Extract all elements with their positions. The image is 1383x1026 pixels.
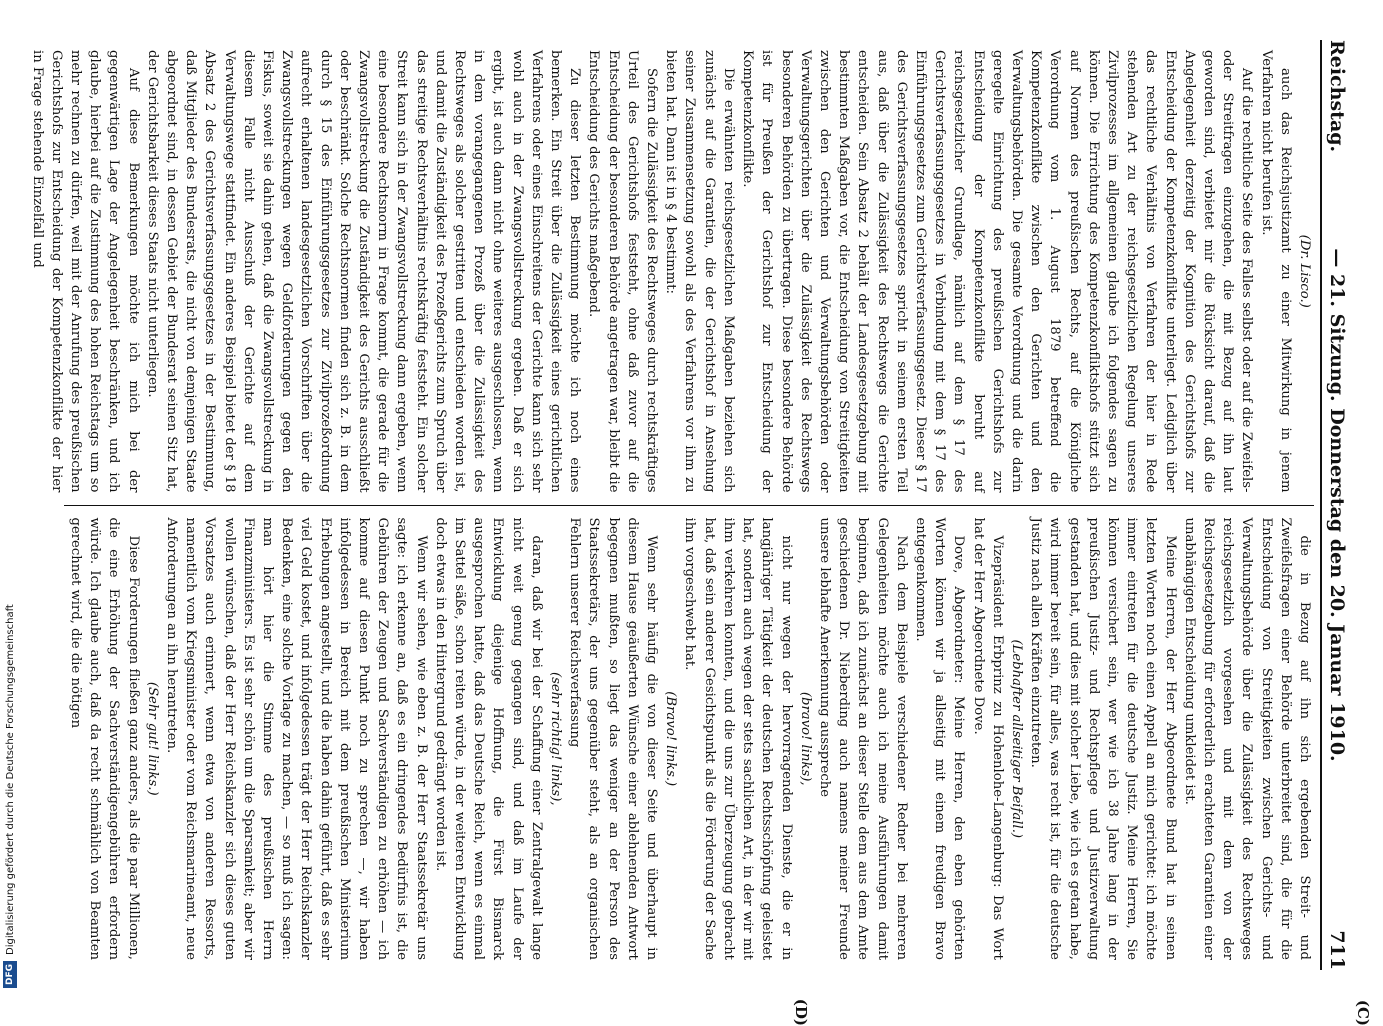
paragraph: Auf diese Bemerkungen möchte ich mich bei der gegenwärtigen Lage der Angelegenheit beschränken, und ich glaube, hierbei auf die Zustimmung des hohen Reichstags um so mehr rechnen zu dürfen, weil mit der Anrufung des preußischen Gerichtshofs zur Entscheidung der Kompetenzkonflikte der hier in Frage stehende Einzelfall und bbox=[29, 50, 141, 493]
paragraph: Die erwähnten reichsgesetzlichen Maßgaben beziehen sich zunächst auf die Garantien, die der Gerichtshof in Ansehung seiner Zusammensetzung sowohl als des Verfahrens vor ihm zu bieten hat. Dann ist in § 4 bestimmt: bbox=[663, 50, 736, 493]
paragraph: Wenn sehr häufig die von dieser Seite und überhaupt in diesem Hause geäußerten Wünsche einer ablehnenden Antwort begegnen mußten, so liegt das weniger an der Person des Staatssekretärs, der uns gegenüber steht, als an organischen Fehlern unserer Reichsverfassung bbox=[567, 517, 660, 960]
paragraph: die in Bezug auf ihn sich ergebenden Streit- und Zweifelsfragen einer Behörde unterbreitet sind, die für die Entscheidung von Streitigkeiten zwischen Gerichts- und Verwaltungsbehörde über die Zulässigkeit des Rechtsweges reichsgesetzlich vorgesehen und mit dem von der Reichsgesetzgebung für erforderlich erachteten Garantien einer unabhängigen Entscheidung umkleidet ist. bbox=[1181, 517, 1312, 960]
paragraph: Nach dem Beispiele verschiedener Redner bei mehreren Gelegenheiten möchte auch ich meine Ausführungen damit beginnen, daß ich zunächst an dieser Stelle dem aus dem Amte geschiedenen Dr. Nieberding auch namens meiner Freunde unsere lebhafte Anerkennung ausspreche bbox=[816, 517, 909, 960]
paragraph: daran, daß wir bei der Schaffung einer Zentralgewalt lange nicht weit genug gegangen sind, und daß im Laufe der Entwicklung diejenige Hoffnung, die Fürst Bismarck ausgesprochen hatte, daß das Deutsche Reich, wenn es einmal im Sattel säße, schon reiten würde, in der weiteren Entwicklung doch etwas in den Hintergrund gedrängt worden ist. bbox=[432, 517, 544, 960]
paragraph: (bravo! links), bbox=[797, 691, 813, 786]
paragraph: Zu dieser letzten Bestimmung möchte ich noch eines bemerken. Ein Streit über die Zulässigkeit eines gerichtlichen Verfahrens oder eines Einschreitens der Gerichte kann sich sehr wohl auch in der Zwangsvollstreckung ergeben. Daß er sich ergibt, ist auch dann nicht ohne weiteres ausgeschlossen, wenn in dem vorangegangenen Prozeß über die Zulässigkeit des Rechtsweges als solcher gestritten und entschieden worden ist, und damit die Zuständigkeit des Prozeßgerichts zum Spruch über das streitige Rechtsverhältnis rechtskräftig feststeht. Ein solcher Streit kann sich in der Zwangsvollstreckung dann ergeben, wenn eine besondere Rechtsnorm in Frage kommt, die gerade für die Zwangsvollstreckung die Zuständigkeit des Gerichts ausschließt oder beschränkt. Solche Rechtsnormen finden sich z. B. in dem durch § 15 des Einführungsgesetzes zur Zivilprozeßordnung aufrecht erhaltenen landesgesetzlichen Vorschriften über die Zwangsvollstreckungen wegen Geldforderungen gegen den Fiskus, soweit sie dahin gehen, daß die Zwangsvollstreckung in diesem Falle nicht Ausschuß der Gerichte auf dem Verwaltungswege stattfindet. Ein anderes Beispiel bietet der § 18 Absatz 2 des Gerichtsverfassungsgesetzes in der Bestimmung, daß Mitglieder des Bundesrats, die nicht von demjenigen Staate abgeordnet sind, in dessen Gebiet der Bundesrat seinen Sitz hat, der Gerichtsbarkeit dieses Staats nicht unterliegen. bbox=[144, 50, 583, 493]
dfg-logo: DFG bbox=[3, 961, 17, 988]
paragraph: Vizepräsident Erbprinz zu Hohenlohe-Langenburg: Das Wort hat der Herr Abgeordnete Dove. bbox=[970, 517, 1005, 960]
page-number: 711 bbox=[1326, 930, 1348, 970]
paragraph: Auf die rechtliche Seite des Falles selbst oder auf die Zweifels- oder Streitfragen einzugehen, die mit Bezug auf ihn laut geworden sind, verbietet mir die Rücksicht darauf, daß die Angelegenheit derzeitig der Kognition des Gerichtshofs zur Entscheidung der Kompetenzkonflikte unterliegt. Lediglich über das rechtliche Verhältnis von Verfahren der hier in Rede stehenden Art zu der reichsgesetzlichen Regelung unseres Zivilprozesses im allgemeinen glaube ich folgendes sagen zu können. Die Errichtung des Kompetenzkonfliktshofs stützt sich auf Normen des preußischen Rechts, auf die Königliche Verordnung vom 1. August 1879 betreffend die Kompetenzkonflikte zwischen den Gerichten und den Verwaltungsbehörden. Die gesamte Verordnung und die darin geregelte Einrichtung des preußischen Gerichtshofs zur Entscheidung der Kompetenzkonflikte beruht auf reichsgesetzlicher Grundlage, nämlich auf dem § 17 des Gerichtsverfassungsgesetzes in Verbindung mit dem § 17 des Einführungsgesetzes zum Gerichtsverfassungsgesetz. Dieser § 17 des Gerichtsverfassungsgesetzes spricht in seinem ersten Teil aus, daß über die Zulässigkeit des Rechtswegs die Gerichte entscheiden. Sein Absatz 2 behält der Landesgesetzgebung mit bestimmten Maßgaben vor, die Entscheidung von Streitigkeiten zwischen den Gerichten und Verwaltungsbehörden oder Verwaltungsgerichten über die Zulässigkeit des Rechtswegs besonderen Behörden zu übertragen. Diese besondere Behörde ist für Preußen der Gerichtshof zur Entscheidung der Kompetenzkonflikte. bbox=[740, 50, 1255, 493]
rotated-page-content bbox=[29, 0, 1372, 1026]
paragraph: (sehr richtig! links), bbox=[548, 671, 564, 806]
paragraph: Diese Forderungen fließen ganz anders, als die paar Millionen, die eine Erhöhung der Sachverständigengebühren erfordern würde. Ich glaube auch, daß da recht schmählich von Beamten gerechnet wird, die die nötigen bbox=[68, 517, 141, 960]
paragraph: nicht nur wegen der hervorragenden Dienste, die er in langjähriger Tätigkeit der deutschen Rechtsschöpfung geleistet hat, sondern auch wegen der stets sachlichen Art, in der wir mit ihm verkehren konnten, und die uns zur Überzeugung gebracht hat, daß sein anderer Gesichtspunkt als die Förderung der Sache ihm vorgeschwebt hat. bbox=[682, 517, 794, 960]
paragraph: Wenn wir sehen, wie eben z. B. der Herr Staatssekretär uns sagte: ich erkenne an, daß es ein dringendes Bedürfnis ist, die Gebühren der Zeugen und Sachverständigen zu erhöhen — ich komme auf diesen Punkt noch zu sprechen —, wir haben infolgedessen in Bereich mit dem preußischen Ministerium Erhebungen angestellt, und die haben dahin geführt, daß es sehr viel Geld kostet, und infolgedessen trägt der Herr Reichskanzler Bedenken, eine solche Vorlage zu machen, — so muß ich sagen: man hört hier die Stimme des preußischen Herrn Finanzministers. Es ist sehr schön um die Sparsamkeit; aber wir wollen wünschen, daß der Herr Reichskanzler sich dieses guten Vorsatzes auch erinnert, wenn etwa von anderen Ressorts, namentlich vom Kriegsminister oder vom Reichsmarineamt, neue Anforderungen an ihn herantreten. bbox=[164, 517, 429, 960]
column-divider bbox=[64, 505, 1314, 506]
speaker-label: (Dr. Lisco.) bbox=[1297, 234, 1312, 308]
paragraph: (Lebhafter allseitiger Beifall.) bbox=[1008, 639, 1024, 839]
left-column bbox=[29, 40, 1314, 503]
page-header bbox=[1320, 40, 1352, 970]
paragraph: (Sehr gut! links.) bbox=[144, 681, 160, 796]
paragraph: Dove, Abgeordneter: Meine Herren, den eben gehörten Worten können wir ja allseitig mit einem freudigen Bravo entgegenkommen. bbox=[912, 517, 967, 960]
right-column bbox=[64, 508, 1314, 971]
paragraph: auch das Reichsjustizamt zu einer Mitwirkung in jenem Verfahren nicht berufen ist. bbox=[1258, 50, 1293, 493]
footer-text: Digitalisierung gefördert durch die Deutsche Forschungsgemeinschaft bbox=[5, 604, 16, 955]
margin-marker-d: (D) bbox=[792, 998, 810, 1026]
margin-marker-c: (C) bbox=[1354, 999, 1372, 1026]
paragraph: (Bravo! links.) bbox=[663, 691, 679, 787]
paragraph: Sofern die Zulässigkeit des Rechtsweges durch rechtskräftiges Urteil des Gerichtshofs feststeht, ohne daß zuvor auf die Entscheidung der besonderen Behörde angetragen war, bleibt die Entscheidung des Gerichts maßgebend. bbox=[586, 50, 660, 493]
text-columns bbox=[29, 40, 1314, 970]
paragraph: Meine Herren, der Herr Abgeordnete Bund hat in seinen letzten Worten noch einen Appell an mich gerichtet: ich möchte immer eintreten für die deutsche Justiz. Meine Herren, Sie können versichert sein, wer wie ich 38 Jahre lang in der preußischen Justiz- und Rechtspflege und Justizverwaltung gestanden hat, und dies mit solcher Liebe, wie ich es getan habe, wird immer bereit sein, für alles, was recht ist, für die deutsche Justiz nach allen Kräften einzutreten. bbox=[1028, 517, 1178, 960]
header-title: — 21. Sitzung. Donnerstag den 20. Januar 1910. bbox=[1326, 248, 1348, 762]
digitization-footer bbox=[0, 0, 22, 1000]
header-left: Reichstag. bbox=[1326, 40, 1348, 153]
